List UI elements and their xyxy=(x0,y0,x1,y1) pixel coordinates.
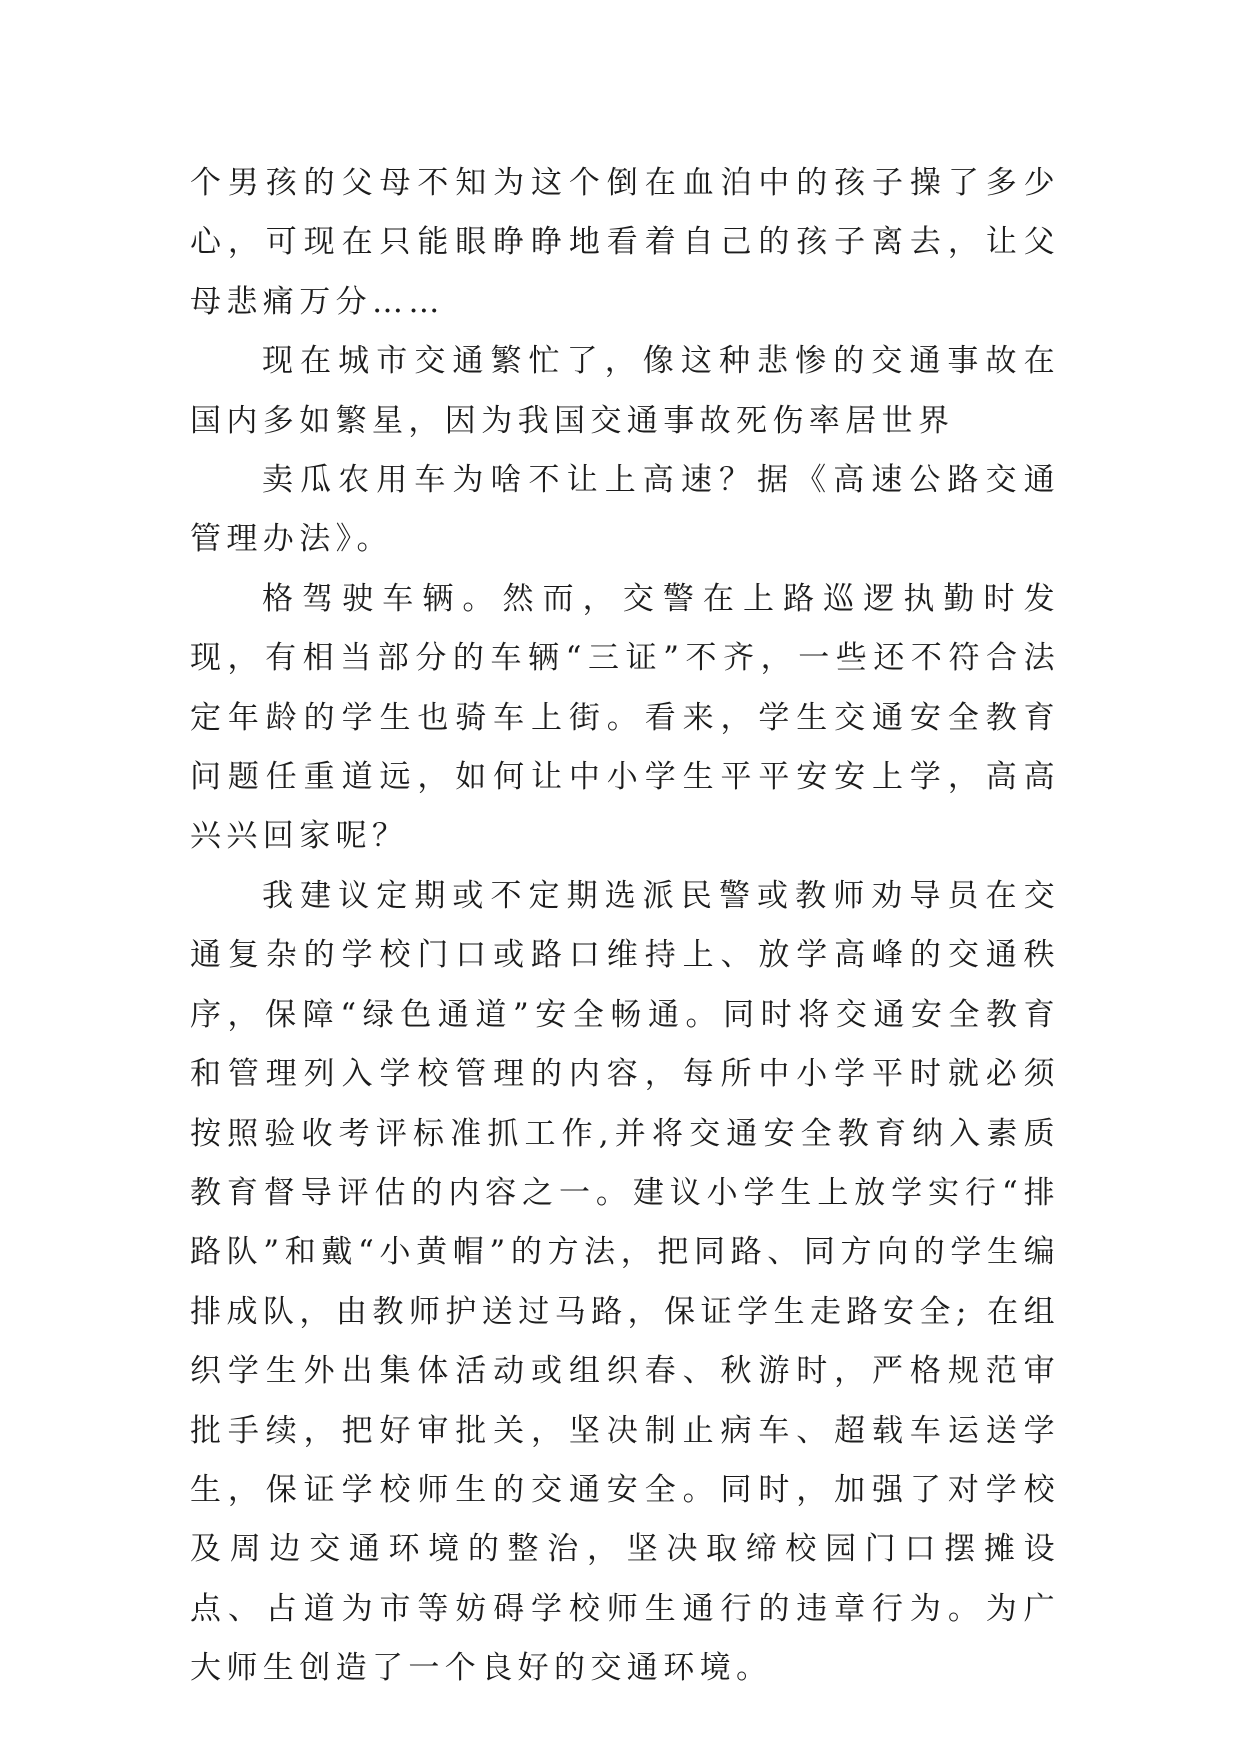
paragraph-2: 现在城市交通繁忙了，像这种悲惨的交通事故在国内多如繁星，因为我国交通事故死伤率居世界 xyxy=(190,343,1060,439)
paragraph-4: 格驾驶车辆。然而，交警在上路巡逻执勤时发现，有相当部分的车辆“三证”不齐，一些还不符合法定年龄的学生也骑车上街。看来，学生交通安全教育问题任重道远，如何让中小学生平平安安上学，高高兴兴回家呢？ xyxy=(190,580,1060,855)
document-body xyxy=(190,154,1060,1699)
paragraph-1: 个男孩的父母不知为这个倒在血泊中的孩子操了多少心，可现在只能眼睁睁地看着自己的孩子离去，让父母悲痛万分…… xyxy=(190,165,1060,320)
paragraph-3: 卖瓜农用车为啥不让上高速？据《高速公路交通管理办法》。 xyxy=(190,462,1060,558)
paragraph-5: 我建议定期或不定期选派民警或教师劝导员在交通复杂的学校门口或路口维持上、放学高峰的交通秩序，保障“绿色通道”安全畅通。同时将交通安全教育和管理列入学校管理的内容，每所中小学平时就必须按照验收考评标准抓工作,并将交通安全教育纳入素质教育督导评估的内容之一。建议小学生上放学实行“排路队”和戴“小黄帽”的方法，把同路、同方向的学生编排成队，由教师护送过马路，保证学生走路安全; 在组织学生外出集体活动或组织春、秋游时，严格规范审批手续，把好审批关，坚决制止病车、超载车运送学生，保证学校师生的交通安全。同时，加强了对学校及周边交通环境的整治，坚决取缔校园门口摆摊设点、占道为市等妨碍学校师生通行的违章行为。为广大师生创造了一个良好的交通环境。 xyxy=(190,877,1060,1687)
